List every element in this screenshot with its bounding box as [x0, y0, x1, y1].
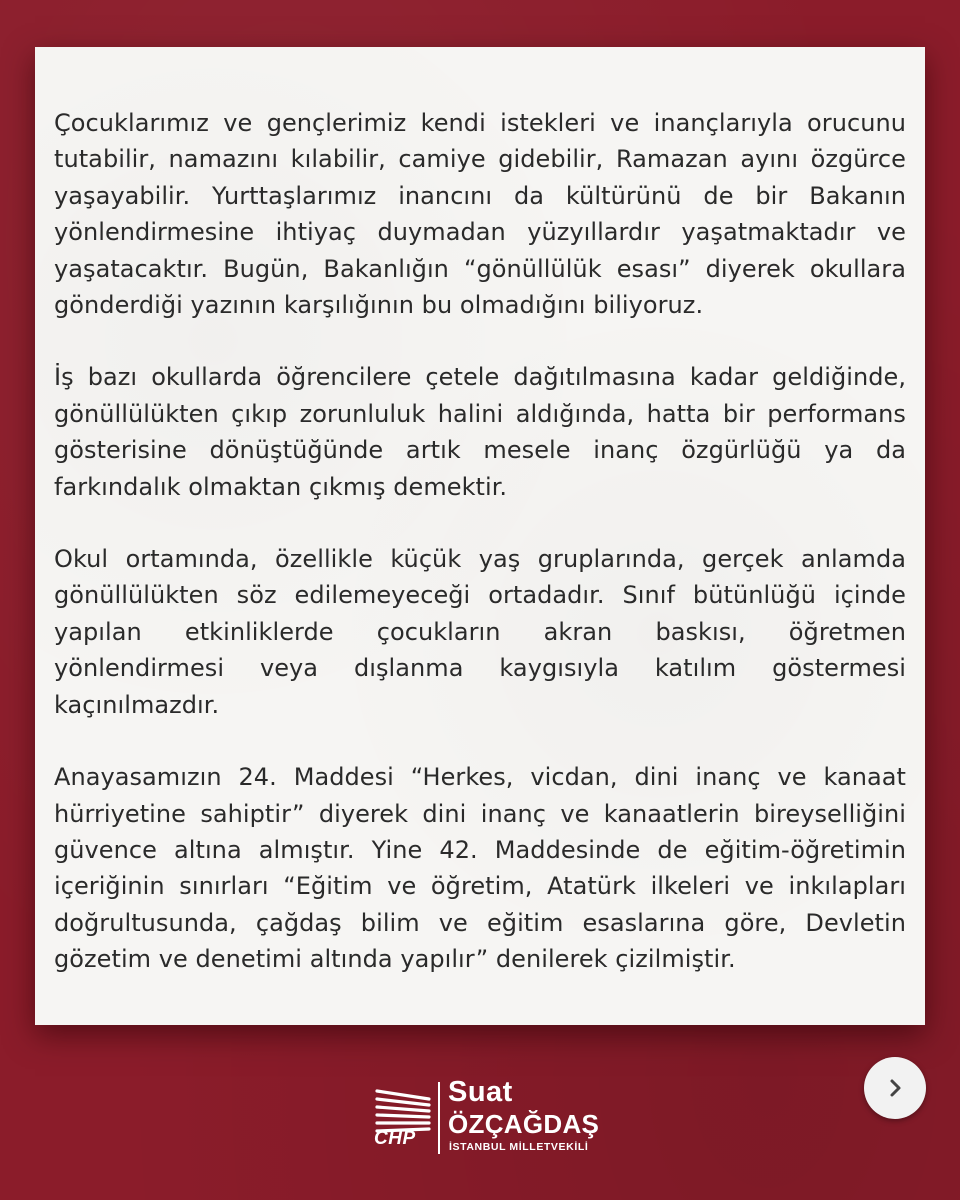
- paragraph: Anayasamızın 24. Maddesi “Herkes, vicdan, dini inanç ve kanaat hürriyetine sahiptir” diyerek dini inanç ve kanaatlerin bireyselliğini güvence altına almıştır. Yine 42. Maddesinde de eğitim-öğretimin içeriğinin sınırları “Eğitim ve öğretim, Atatürk ilkeleri ve inkılapları doğrultusunda, çağdaş bilim ve eğitim esaslarına göre, Devletin gözetim ve denetimi altında yapılır” denilerek çizilmiştir.: [54, 763, 906, 974]
- chevron-right-icon: [884, 1077, 906, 1099]
- paragraph: İş bazı okullarda öğrencilere çetele dağıtılmasına kadar geldiğinde, gönüllülükten çıkıp zorunluluk halini aldığında, hatta bir performans gösterisine dönüştüğünde artık mesele inanç özgürlüğü ya da farkındalık olmaktan çıkmış demektir.: [54, 363, 906, 501]
- paragraph: Çocuklarımız ve gençlerimiz kendi istekleri ve inançlarıyla orucunu tutabilir, namazını kılabilir, camiye gidebilir, Ramazan ayını özgürce yaşayabilir. Yurttaşlarımız inancını da kültürünü de bir Bakanın yönlendirmesine ihtiyaç duymadan yüzyıllardır yaşatmaktadır ve yaşatacaktır. Bugün, Bakanlığın “gönüllülük esası” diyerek okullara gönderdiği yazının karşılığının bu olmadığını biliyoruz.: [54, 109, 906, 320]
- last-name: ÖZÇAĞDAŞ: [448, 1109, 600, 1139]
- deputy-title: İSTANBUL MİLLETVEKİLİ: [449, 1141, 589, 1153]
- first-name: Suat: [448, 1076, 513, 1108]
- next-button[interactable]: [864, 1057, 926, 1119]
- logo-divider: [438, 1082, 440, 1154]
- paragraph: Okul ortamında, özellikle küçük yaş gruplarında, gerçek anlamda gönüllülükten söz edilemeyeceği ortadadır. Sınıf bütünlüğü içinde yapılan etkinliklerde çocukların akran baskısı, öğretmen yönlendirmesi veya dışlanma kaygısıyla katılım göstermesi kaçınılmazdır.: [54, 545, 906, 719]
- chp-logo: [370, 1078, 600, 1158]
- party-name: CHP: [374, 1128, 416, 1149]
- text-card: [35, 47, 925, 1025]
